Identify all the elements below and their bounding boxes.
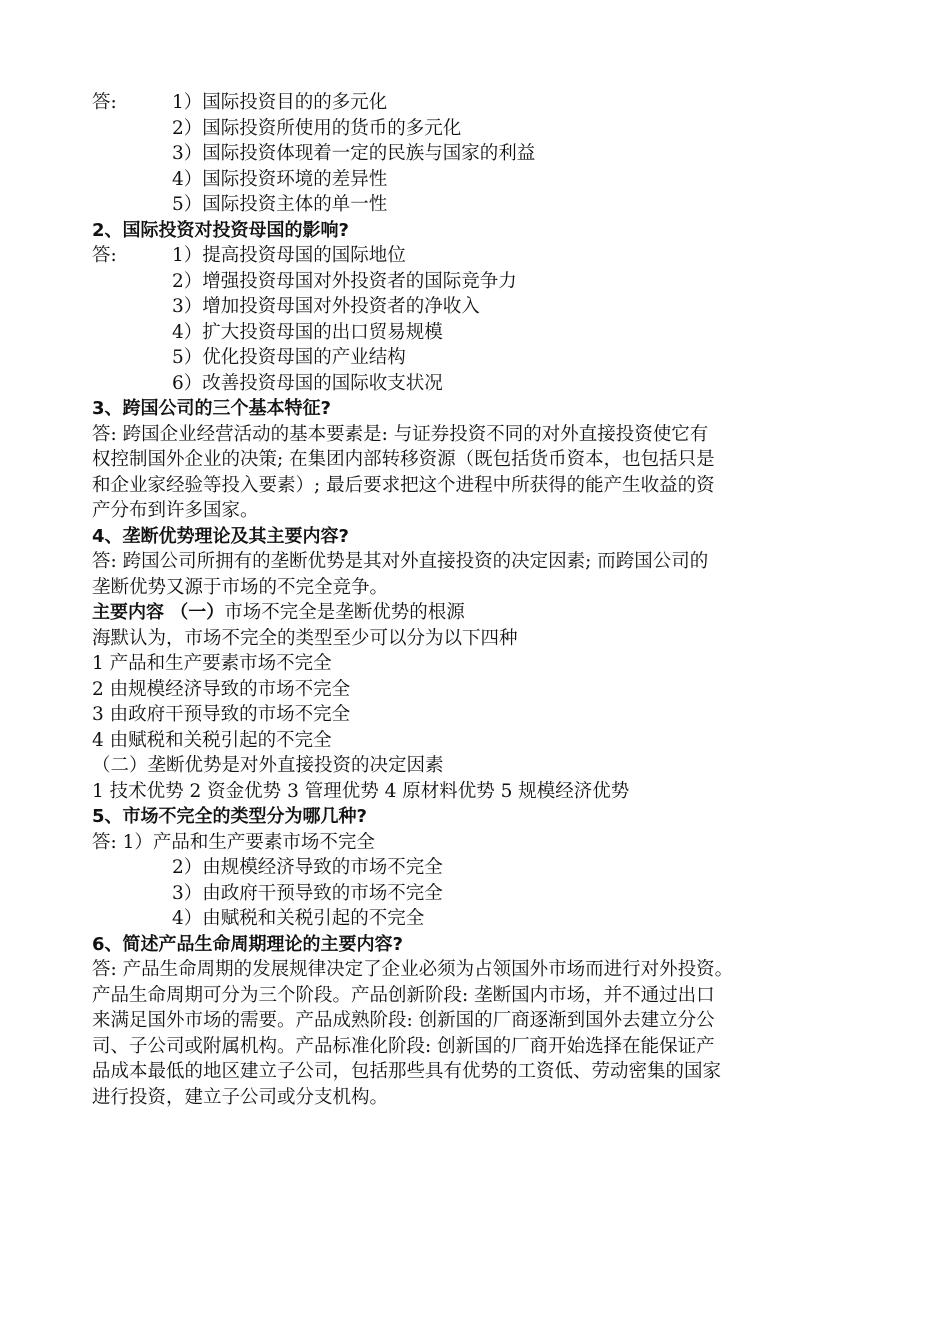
s4-type-4: 4 由赋税和关税引起的不完全 [92, 729, 332, 751]
document-page [92, 90, 862, 1110]
question-3-title: 3、跨国公司的三个基本特征? [92, 398, 331, 419]
s3-line-4: 产分布到许多国家。 [92, 500, 259, 521]
main-content-label: 主要内容 （一） [92, 602, 225, 623]
s5-item-1: 答: 1）产品和生产要素市场不完全 [92, 831, 375, 853]
s4-type-3: 3 由政府干预导致的市场不完全 [92, 704, 351, 725]
s6-line-6: 进行投资，建立子公司或分支机构。 [92, 1086, 389, 1108]
s6-line-3: 来满足国外市场的需要。产品成熟阶段: 创新国的厂商逐渐到国外去建立分公 [92, 1010, 715, 1031]
s2-item-3: 3）增加投资母国对外投资者的净收入 [172, 296, 480, 317]
question-5-title: 5、市场不完全的类型分为哪几种? [92, 806, 367, 827]
s4-type-1: 1 产品和生产要素市场不完全 [92, 653, 332, 674]
main-content-text: 市场不完全是垄断优势的根源 [224, 602, 465, 623]
question-2-title: 2、国际投资对投资母国的影响? [92, 219, 349, 241]
s5-item-2: 2）由规模经济导致的市场不完全 [172, 857, 443, 878]
s3-line-1: 答: 跨国企业经营活动的基本要素是: 与证券投资不同的对外直接投资使它有 [92, 423, 709, 445]
question-4-title: 4、垄断优势理论及其主要内容? [92, 525, 349, 547]
answer-label: 答: [92, 245, 117, 266]
s4-line-2: 垄断优势又源于市场的不完全竞争。 [92, 576, 389, 598]
s4-line-1: 答: 跨国公司所拥有的垄断优势是其对外直接投资的决定因素; 而跨国公司的 [92, 551, 709, 572]
s2-item-1 [92, 243, 862, 269]
s1-item-2: 2）国际投资所使用的货币的多元化 [172, 117, 462, 139]
s5-item-4: 4）由赋税和关税引起的不完全 [172, 908, 425, 929]
s2-item-2: 2）增强投资母国对外投资者的国际竞争力 [172, 270, 517, 292]
s2-item-6: 6）改善投资母国的国际收支状况 [172, 372, 443, 394]
s1-item-4: 4）国际投资环境的差异性 [172, 168, 388, 190]
s6-line-1: 答: 产品生命周期的发展规律决定了企业必须为占领国外市场而进行对外投资。 [92, 959, 734, 980]
s2-item-text: 1）提高投资母国的国际地位 [172, 245, 406, 266]
s1-item-5: 5）国际投资主体的单一性 [172, 194, 388, 215]
s4-type-2: 2 由规模经济导致的市场不完全 [92, 678, 351, 700]
s6-line-4: 司、子公司或附属机构。产品标准化阶段: 创新国的厂商开始选择在能保证产 [92, 1035, 715, 1057]
s4-part-2: （二）垄断优势是对外直接投资的决定因素 [92, 755, 444, 776]
s4-main-content [92, 600, 862, 626]
s6-line-2: 产品生命周期可分为三个阶段。产品创新阶段: 垄断国内市场，并不通过出口 [92, 984, 715, 1006]
question-6-title: 6、简述产品生命周期理论的主要内容? [92, 933, 403, 955]
s3-line-3: 和企业家经验等投入要素）; 最后要求把这个进程中所获得的能产生收益的资 [92, 474, 715, 496]
s2-item-5: 5）优化投资母国的产业结构 [172, 347, 406, 368]
s1-item-1 [92, 90, 862, 116]
s1-item-text: 1）国际投资目的的多元化 [172, 92, 388, 113]
s5-item-3: 3）由政府干预导致的市场不完全 [172, 882, 443, 904]
s6-line-5: 品成本最低的地区建立子公司，包括那些具有优势的工资低、劳动密集的国家 [92, 1061, 722, 1082]
s2-item-4: 4）扩大投资母国的出口贸易规模 [172, 321, 443, 343]
answer-label: 答: [92, 92, 117, 113]
s1-item-3: 3）国际投资体现着一定的民族与国家的利益 [172, 143, 536, 164]
s4-hymer-line: 海默认为，市场不完全的类型至少可以分为以下四种 [92, 627, 518, 649]
s4-advantages: 1 技术优势 2 资金优势 3 管理优势 4 原材料优势 5 规模经济优势 [92, 780, 630, 802]
s3-line-2: 权控制国外企业的决策; 在集团内部转移资源（既包括货币资本，也包括只是 [92, 449, 715, 470]
